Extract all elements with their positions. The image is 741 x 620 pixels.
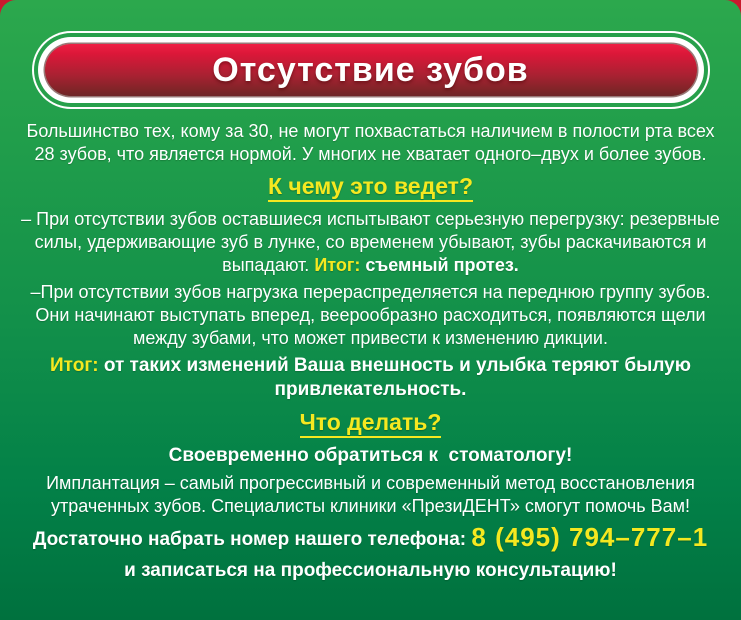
result-label-2: Итог: <box>50 355 104 376</box>
section-heading-row-what-to-do <box>18 409 723 438</box>
consequence-paragraph-2: –При отсутствии зубов нагрузка перераспределяется на переднюю группу зубов. Они начинают выступать вперед, веерообразно расходиться, появляются щели между зубами, что может привести к изменению дикции. <box>30 282 711 348</box>
result-text-2: от таких изменений Ваша внешность и улыбка теряют былую привлекательность. <box>103 355 691 400</box>
phone-label: Достаточно набрать номер нашего телефона: <box>32 529 472 550</box>
result-label-1: Итог: <box>314 255 366 275</box>
page-title: Отсутствие зубов <box>212 50 529 89</box>
poster-content <box>0 96 741 583</box>
consequence-paragraph-1 <box>19 208 723 277</box>
consequence-result-paragraph <box>19 354 723 402</box>
phone-line <box>19 522 723 555</box>
title-banner <box>45 44 697 96</box>
intro-paragraph: Большинство тех, кому за 30, не могут похвастаться наличием в полости рта всех 28 зубов, что является нормой. У многих не хватает одного–двух и более зубов. <box>26 121 715 164</box>
cta-line: и записаться на профессиональную консультацию! <box>124 560 617 581</box>
advice-line: Своевременно обратиться к стоматологу! <box>168 445 573 466</box>
consequence-1-text: – При отсутствии зубов оставшиеся испытывают серьезную перегрузку: резервные силы, удерживающие зуб в лунке, со временем убывают, зубы раскачиваются и выпадают. <box>21 209 720 275</box>
section-heading-what-to-do: Что делать? <box>300 409 442 438</box>
implant-paragraph: Имплантация – самый прогрессивный и современный метод восстановления утраченных зубов. Специалисты клиники «ПрезиДЕНТ» смогут помочь Вам! <box>46 473 695 516</box>
section-heading-row-consequences <box>18 173 723 202</box>
result-text-1: съемный протез. <box>365 255 519 275</box>
phone-number: 8 (495) 794–777–1 <box>471 522 709 552</box>
section-heading-consequences: К чему это ведет? <box>268 173 473 202</box>
